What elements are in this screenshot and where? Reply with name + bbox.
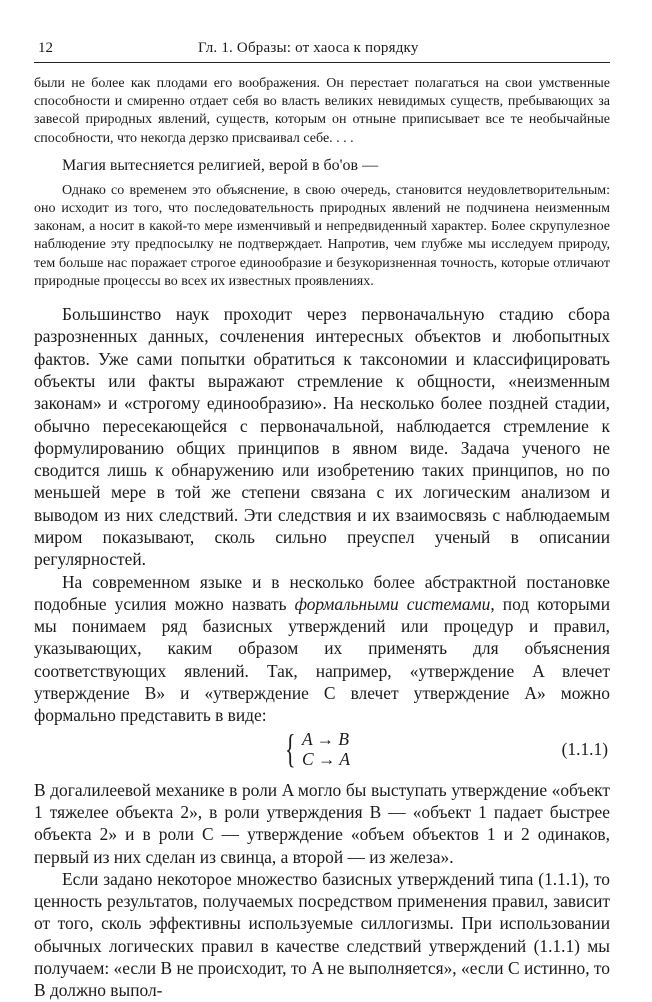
formal-systems-term: формальными системами [294, 593, 491, 614]
formula-1-1-1 [34, 725, 610, 773]
quote-paragraph-1: были не более как плодами его воображения. Он перестает полагаться на свои умственные способности и смиренно отдает себя во власть великих невидимых существ, пребывающих за завесой природных явлений, существ, которым он отныне приписывает все те необычайные способности, что некогда дерзко присваивал себе. . . . [34, 76, 610, 146]
quote-heading: Магия вытесняется религией, верой в бо'ов — [62, 156, 379, 174]
page-header [34, 40, 610, 63]
body-section-1 [34, 303, 610, 571]
body-section-2 [34, 571, 610, 727]
body-paragraph-2 [34, 571, 610, 727]
paragraph-2-before: На современном языке и в несколько более абстрактной постановке подобные усилия можно назвать [34, 571, 610, 614]
body-paragraph-1: Большинство наук проходит через первоначальную стадию сбора разрозненных данных, сочленения интересных объектов и любопытных фактов. Уже сами попытки обратиться к таксономии и классифицировать объекты или факты выражают стремление к общности, «неизменным законам» и «строгому единообразию». На несколько более поздней стадии, обычно пересекающейся с первоначальной, наблюдается стремление к формулированию общих принципов в явном виде. Задача ученого не сводится лишь к обнаружению или изобретению таких принципов, но по меньшей мере в той же степени связана с их логическим анализом и выводом из них следствий. Эти следствия и их взаимосвязь с наблюдаемым миром показывают, сколь сильно преуспел ученый в описании регулярностей. [34, 304, 610, 570]
book-page [34, 40, 610, 1002]
formula-line-1: A → B [302, 728, 350, 749]
body-paragraph-3: В догалилеевой механике в роли A могло бы выступать утверждение «объект 1 тяжелее объекта 2», в роли утверждения B — «объект 1 падает быстрее объекта 2» и в роли C — утверждение «объем объектов 1 и 2 одинаков, первый из них сделан из свинца, а второй — из железа». [34, 779, 610, 867]
paragraph-2-after: , под которыми мы понимаем ряд базисных утверждений или процедур и правил, указывающих, каким образом их применять для объяснения соответствующих явлений. Так, например, «утверждение A влечет утверждение B» и «утверждение C влечет утверждение A» можно формально представить в виде: [34, 593, 610, 726]
body-paragraph-4: Если задано некоторое множество базисных утверждений типа (1.1.1), то ценность результатов, получаемых посредством применения правил, зависит от того, сколь эффективны используемые силлогизмы. При использовании обычных логических правил в качестве следствий утверждений (1.1.1) мы получаем: «если B не происходит, то A не выполняется», «если C истинно, то B должно выпол- [34, 868, 610, 1001]
equation-number: (1.1.1) [561, 738, 608, 759]
running-title: Гл. 1. Образы: от хаоса к порядку [198, 40, 419, 56]
quote-block-2 [34, 182, 610, 291]
quote-paragraph-2: Однако со временем это объяснение, в свою очередь, становится неудовлетворительным: оно исходит из того, что последовательность природных явлений не подчинена неизменным законам, а носит в какой-то мере изменчивый и непредвиденный характер. Более скрупулезное наблюдение эту предпосылку не подтверждает. Напротив, чем глубже мы исследуем природу, тем больше нас поражает строгое единообразие и безукоризненная точность, которые отличают природные процессы во всех их известных проявлениях. [34, 182, 610, 289]
formula-brace: { [285, 725, 296, 771]
page-number: 12 [38, 40, 53, 56]
formula-line-2: C → A [302, 748, 350, 769]
quote-block-1 [34, 75, 610, 148]
body-section-4 [34, 868, 610, 1002]
body-section-3 [34, 779, 610, 868]
